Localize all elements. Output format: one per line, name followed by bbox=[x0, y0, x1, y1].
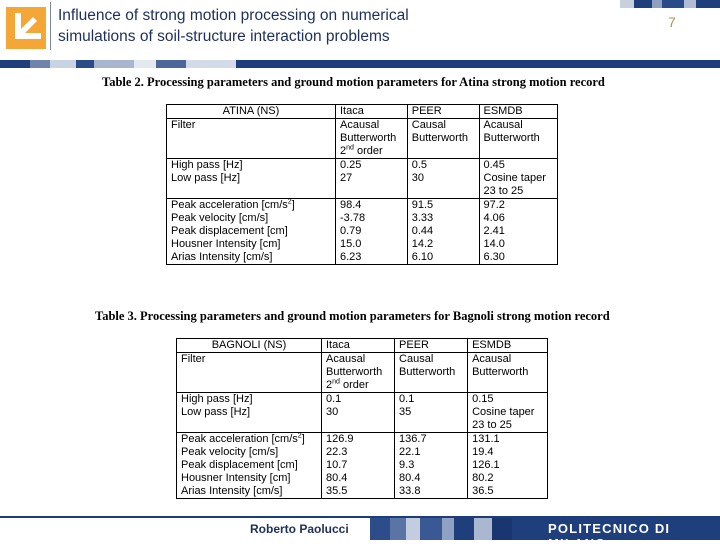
table3-header-peer: PEER bbox=[395, 339, 468, 353]
table2-filter-itaca: Acausal Butterworth 2nd order bbox=[336, 119, 408, 159]
table3-filter-itaca: Acausal Butterworth 2nd order bbox=[322, 353, 395, 393]
table2-filter-label: Filter bbox=[167, 119, 336, 159]
table2 bbox=[166, 104, 558, 265]
footer-author: Roberto Paolucci bbox=[250, 522, 349, 536]
logo-arrow-icon bbox=[6, 7, 46, 49]
header-divider bbox=[50, 2, 51, 50]
table3 bbox=[176, 338, 548, 499]
table2-highpass-label: High pass [Hz] bbox=[167, 159, 336, 173]
slide-title-line-1: Influence of strong motion processing on numerical bbox=[58, 7, 409, 24]
table2-highpass-itaca: 0.25 bbox=[336, 159, 408, 173]
table3-params-esmdb: 131.1 19.4 126.1 80.2 36.5 bbox=[468, 433, 548, 499]
table2-header-station: ATINA (NS) bbox=[167, 105, 336, 119]
table-row bbox=[167, 172, 558, 199]
table3-lowpass-itaca: 30 bbox=[322, 406, 395, 433]
table2-params-labels: Peak acceleration $[cm/s^2]$ Peak velocity [cm/s] Peak displacement [cm] Housner Intensity [cm] Arias Intensity [cm/s] bbox=[167, 199, 336, 265]
table3-lowpass-label: Low pass [Hz] bbox=[177, 406, 322, 433]
table3-header-station: BAGNOLI (NS) bbox=[177, 339, 322, 353]
table3-caption: Table 3. Processing parameters and ground motion parameters for Bagnoli strong motion record bbox=[95, 309, 610, 323]
table3-highpass-itaca: 0.1 bbox=[322, 393, 395, 407]
table3-params-itaca: 126.9 22.3 10.7 80.4 35.5 bbox=[322, 433, 395, 499]
table-row bbox=[167, 105, 558, 119]
table2-params-itaca: 98.4 -3.78 0.79 15.0 6.23 bbox=[336, 199, 408, 265]
table-row bbox=[177, 339, 548, 353]
table2-pga-label: Peak acceleration $[cm/s^2]$ bbox=[171, 198, 295, 211]
table3-highpass-label: High pass [Hz] bbox=[177, 393, 322, 407]
table3-filter-peer: Causal Butterworth bbox=[395, 353, 468, 393]
slide-title bbox=[58, 5, 578, 47]
table2-lowpass-itaca: 27 bbox=[336, 172, 408, 199]
table-row bbox=[177, 406, 548, 433]
table-row bbox=[167, 119, 558, 159]
table3-highpass-esmdb: 0.15 bbox=[468, 393, 548, 407]
table2-header-peer: PEER bbox=[407, 105, 479, 119]
table-row bbox=[167, 199, 558, 265]
table2-caption: Table 2. Processing parameters and ground motion parameters for Atina strong motion record bbox=[102, 75, 605, 89]
table3-params-peer: 136.7 22.1 9.3 80.4 33.8 bbox=[395, 433, 468, 499]
table3-filter-esmdb: Acausal Butterworth bbox=[468, 353, 548, 393]
table2-filter-peer: Causal Butterworth bbox=[407, 119, 479, 159]
top-right-color-band bbox=[620, 0, 720, 8]
table2-highpass-peer: 0.5 bbox=[407, 159, 479, 173]
table3-filter-label: Filter bbox=[177, 353, 322, 393]
table3-params-labels: Peak acceleration $[cm/s^2]$ Peak velocity [cm/s] Peak displacement [cm] Housner Intensity [cm] Arias Intensity [cm/s] bbox=[177, 433, 322, 499]
table3-highpass-peer: 0.1 bbox=[395, 393, 468, 407]
table-row bbox=[177, 433, 548, 499]
slide-title-line-2: simulations of soil-structure interaction problems bbox=[58, 28, 390, 45]
table-row bbox=[177, 393, 548, 407]
table2-header-esmdb: ESMDB bbox=[479, 105, 558, 119]
table2-highpass-esmdb: 0.45 bbox=[479, 159, 558, 173]
footer-institution: POLITECNICO DI MILANO bbox=[548, 521, 671, 551]
header-color-band bbox=[0, 60, 720, 68]
table3-lowpass-peer: 35 bbox=[395, 406, 468, 433]
table3-header-esmdb: ESMDB bbox=[468, 339, 548, 353]
page-number: 7 bbox=[668, 14, 676, 30]
table2-lowpass-esmdb: Cosine taper 23 to 25 bbox=[479, 172, 558, 199]
table3-lowpass-esmdb: Cosine taper 23 to 25 bbox=[468, 406, 548, 433]
table2-params-peer: 91.5 3.33 0.44 14.2 6.10 bbox=[407, 199, 479, 265]
table2-lowpass-label: Low pass [Hz] bbox=[167, 172, 336, 199]
table-row bbox=[167, 159, 558, 173]
table-row bbox=[177, 353, 548, 393]
table3-header-itaca: Itaca bbox=[322, 339, 395, 353]
table2-params-esmdb: 97.2 4.06 2.41 14.0 6.30 bbox=[479, 199, 558, 265]
table2-lowpass-peer: 30 bbox=[407, 172, 479, 199]
table2-filter-esmdb: Acausal Butterworth bbox=[479, 119, 558, 159]
table2-header-itaca: Itaca bbox=[336, 105, 408, 119]
